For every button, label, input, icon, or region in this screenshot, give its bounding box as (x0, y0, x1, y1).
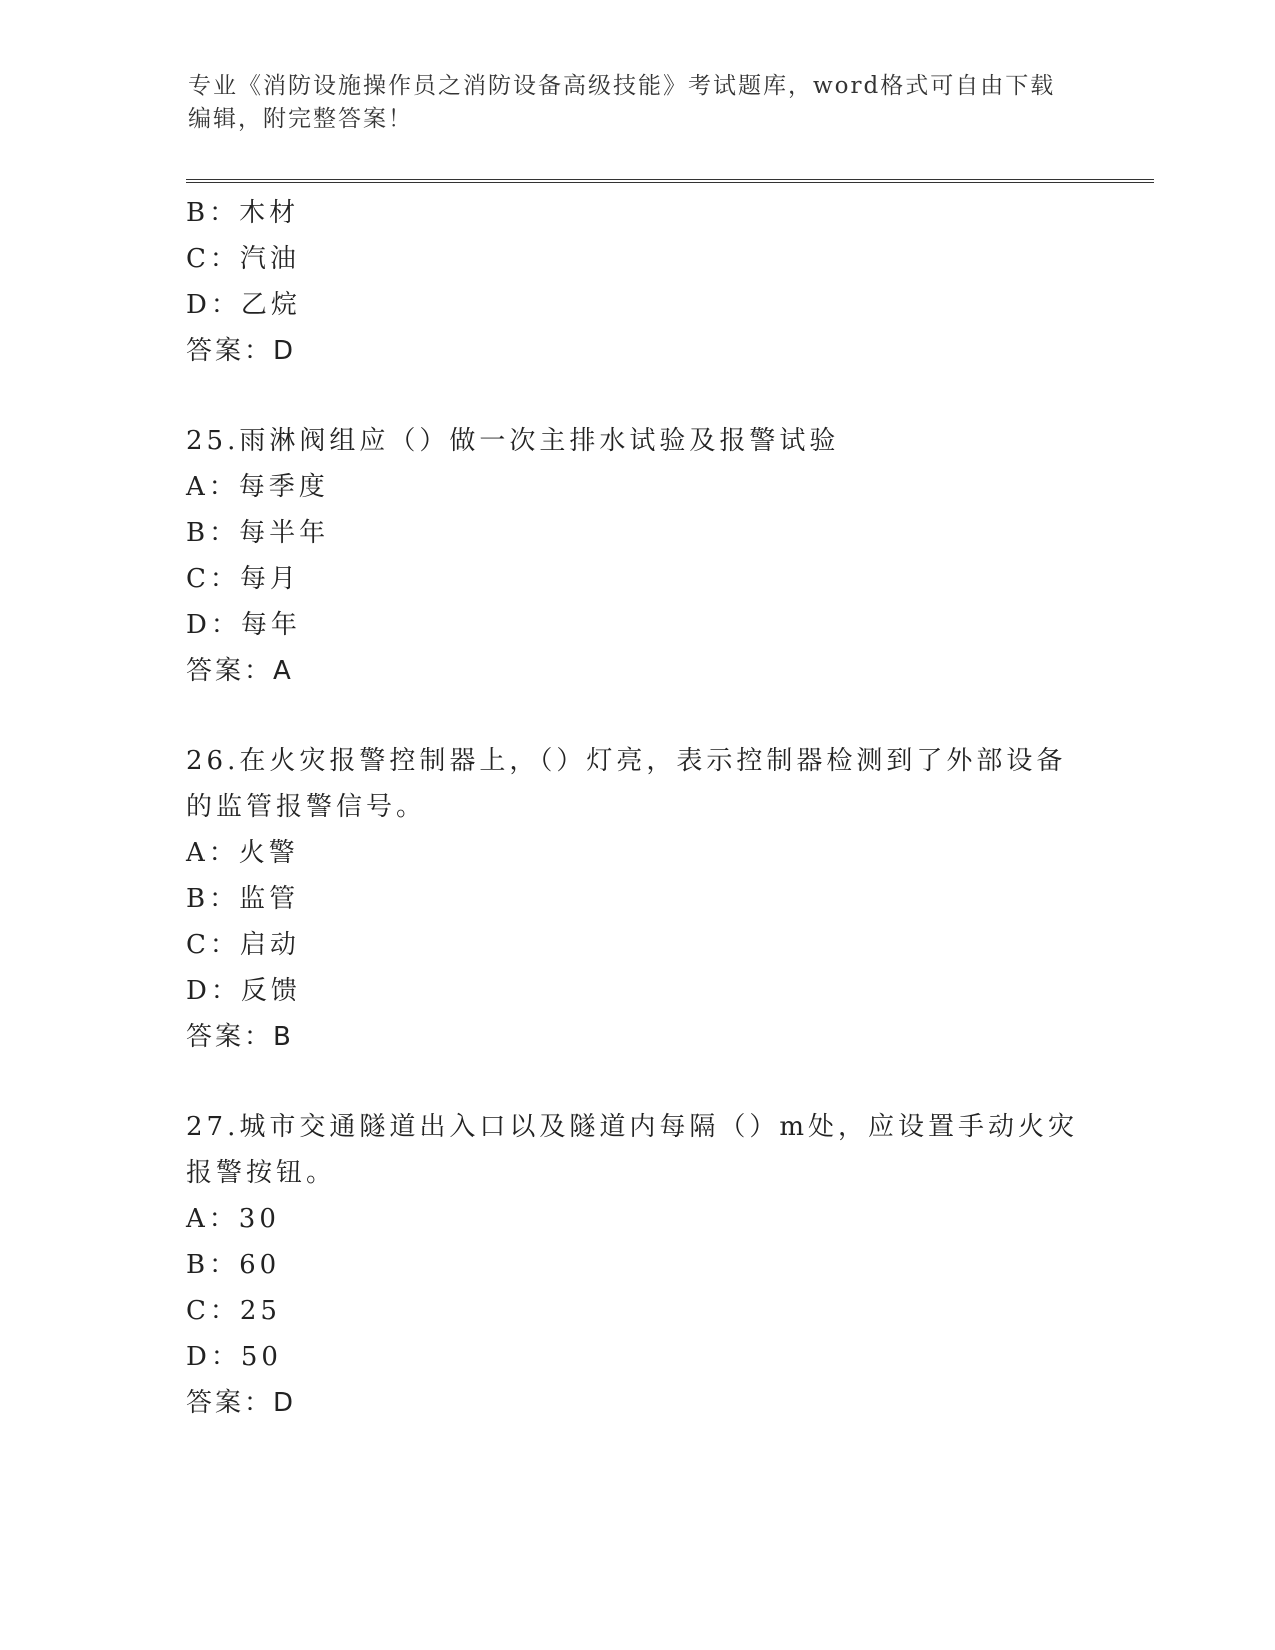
option-c: C：启动 (186, 930, 300, 960)
question-stem: 25.雨淋阀组应（）做一次主排水试验及报警试验 (186, 426, 840, 456)
answer-line: 答案：D (186, 336, 297, 366)
option-c: C：汽油 (186, 244, 300, 274)
option-c: C：25 (186, 1296, 281, 1326)
option-b: B：木材 (186, 198, 300, 228)
question-block-27 (186, 1104, 1086, 1426)
option-b: B：每半年 (186, 518, 330, 548)
document-body (186, 190, 1086, 1426)
answer-line: 答案：A (186, 656, 294, 686)
header-divider-top (186, 179, 1154, 180)
question-block-25 (186, 418, 1086, 694)
option-d: D：乙烷 (186, 290, 301, 320)
option-d: D：50 (186, 1342, 282, 1372)
option-a: A：火警 (186, 838, 299, 868)
option-a: A：每季度 (186, 472, 329, 502)
question-stem: 27.城市交通隧道出入口以及隧道内每隔（）m处，应设置手动火灾报警按钮。 (186, 1112, 1079, 1188)
header-divider-bottom (186, 182, 1154, 183)
document-header: 专业《消防设施操作员之消防设备高级技能》考试题库，word格式可自由下载编辑，附完整答案！ (188, 73, 1056, 132)
option-a: A：30 (186, 1204, 280, 1234)
option-b: B：监管 (186, 884, 300, 914)
question-stem: 26.在火灾报警控制器上，（）灯亮，表示控制器检测到了外部设备的监管报警信号。 (186, 746, 1067, 822)
question-block-26 (186, 738, 1086, 1060)
answer-line: 答案：D (186, 1388, 297, 1418)
answer-line: 答案：B (186, 1022, 294, 1052)
question-block-24 (186, 190, 1086, 374)
option-c: C：每月 (186, 564, 300, 594)
option-d: D：每年 (186, 610, 301, 640)
option-b: B：60 (186, 1250, 281, 1280)
option-d: D：反馈 (186, 976, 301, 1006)
